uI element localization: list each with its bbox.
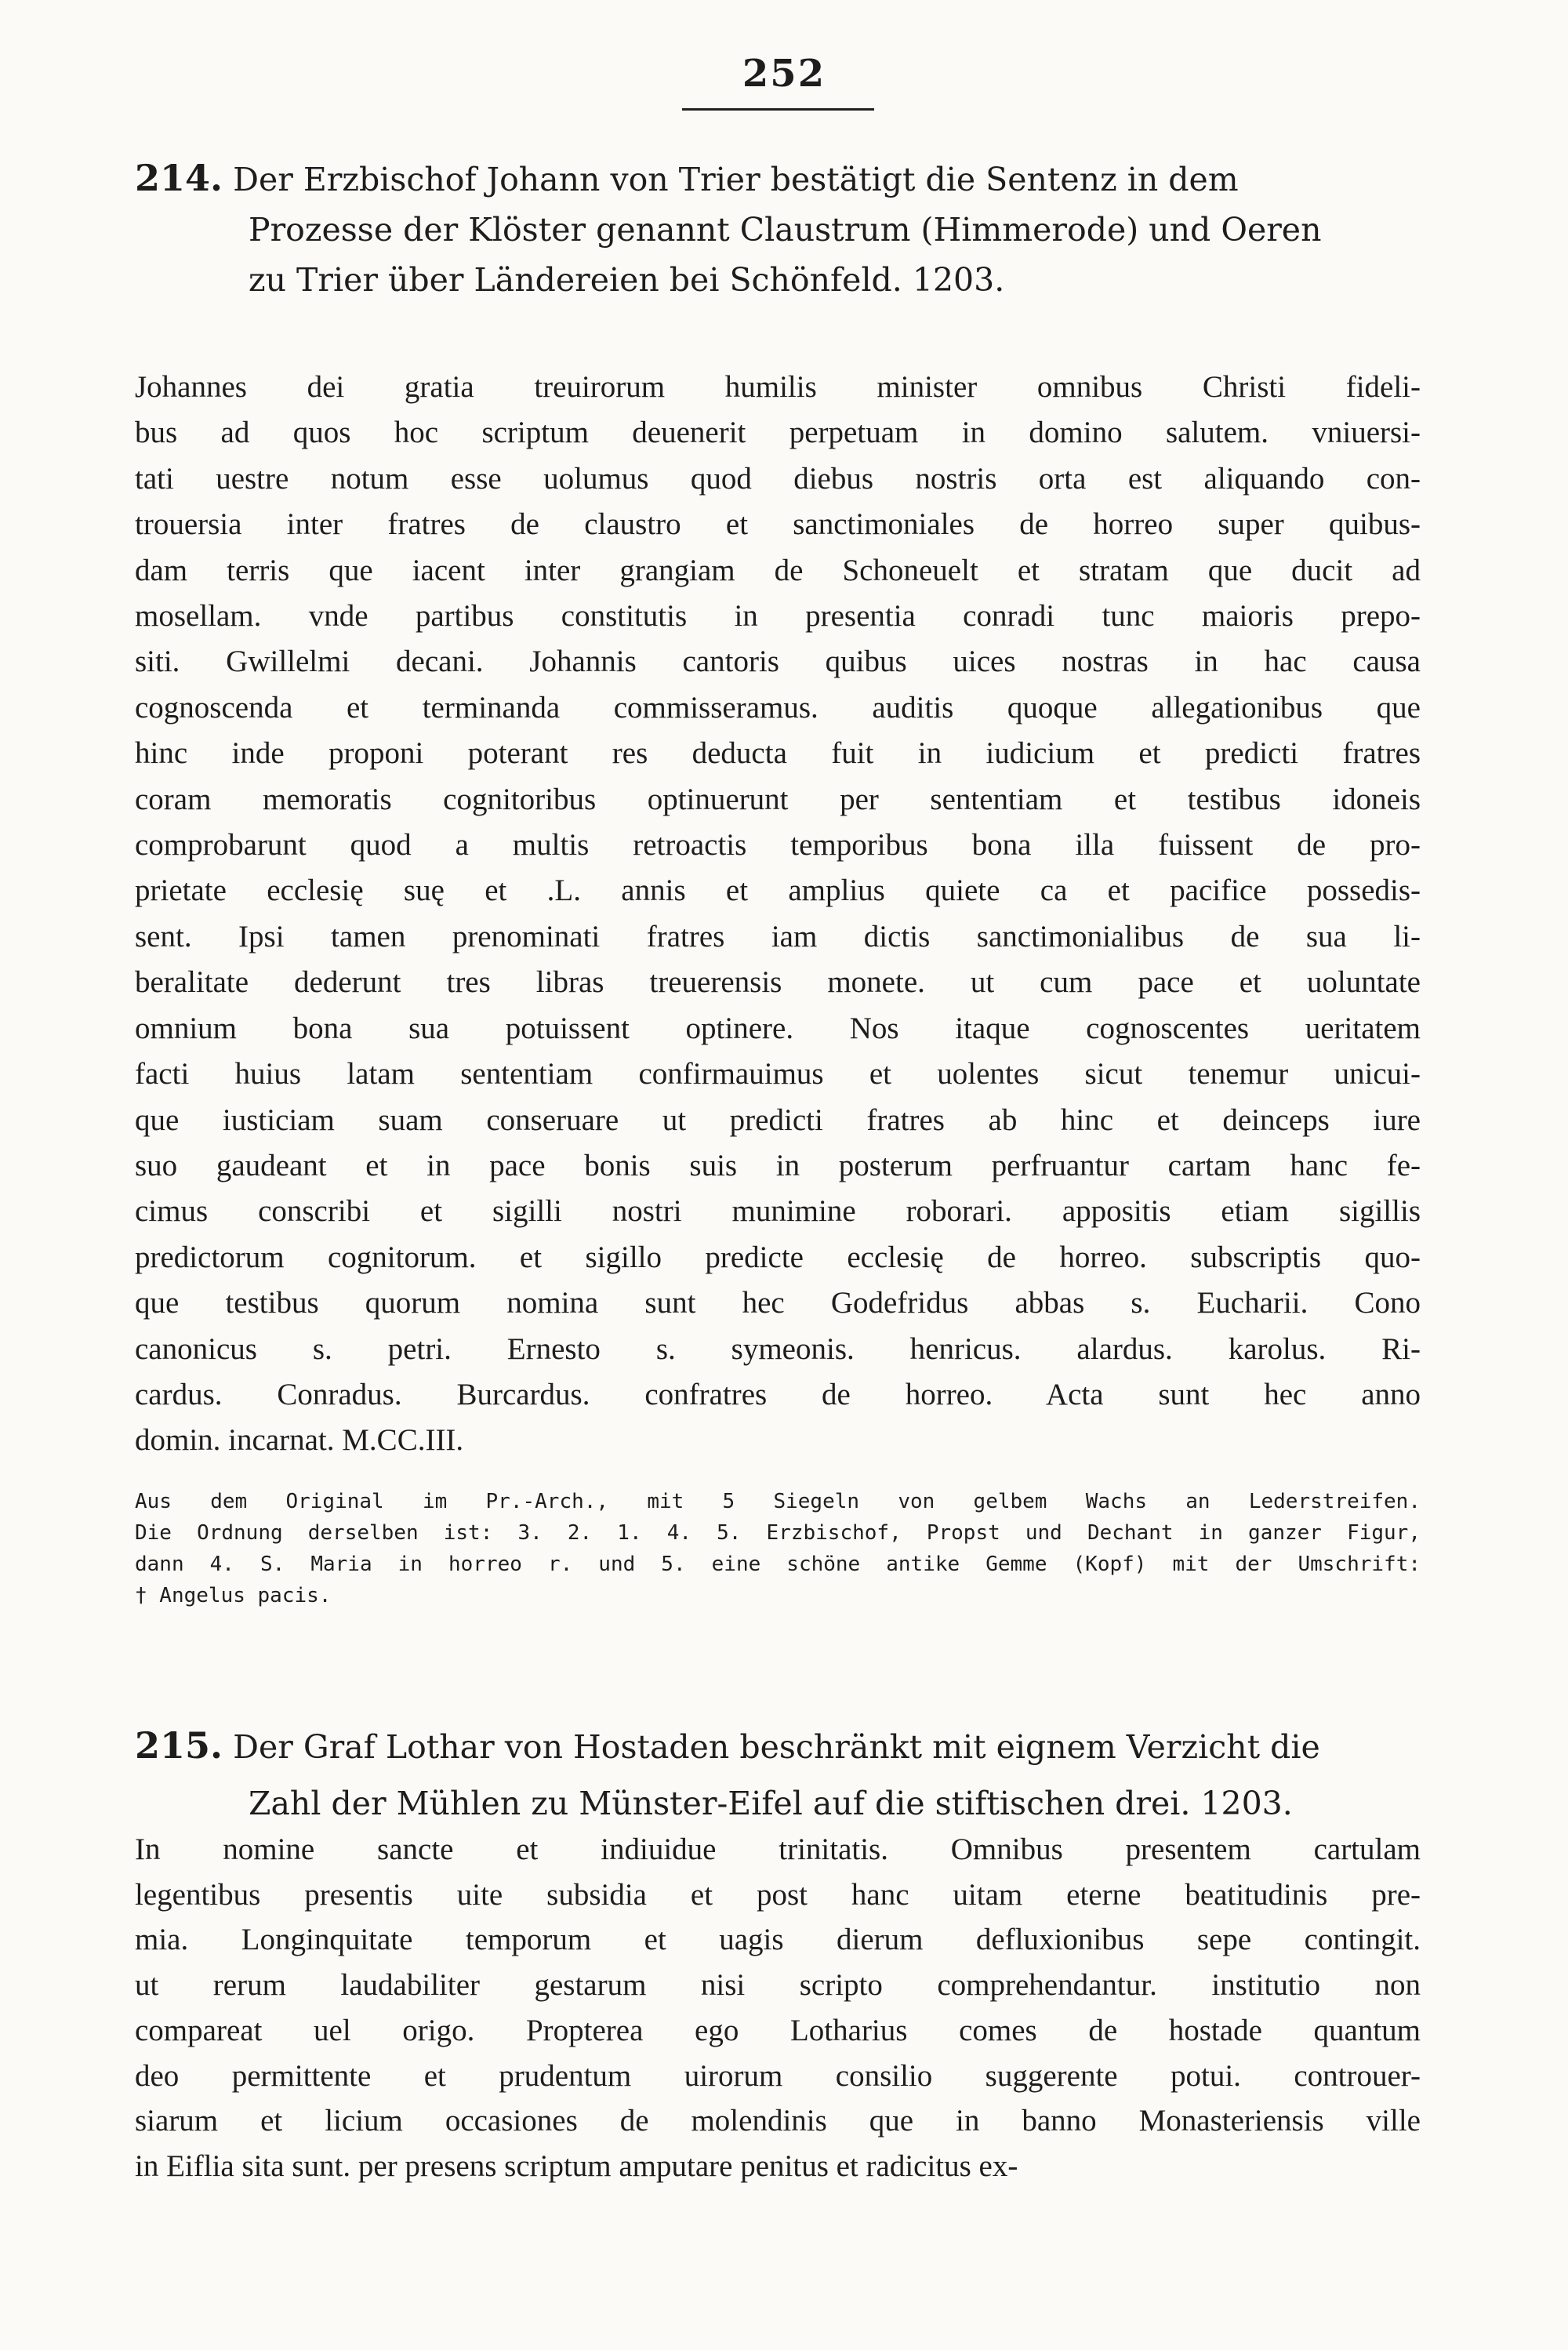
page-number-rule [682, 108, 874, 111]
text-line: ut rerum laudabiliter gestarum nisi scripto comprehendantur. institutio non [135, 1968, 1421, 2003]
text-line: beralitate dederunt tres libras treuerensis monete. ut cum pace et uoluntate [135, 965, 1421, 1000]
doc-215-body [135, 1827, 1421, 2189]
text-line: siti. Gwillelmi decani. Johannis cantoris quibus uices nostras in hac causa [135, 645, 1421, 679]
text-line: mia. Longinquitate temporum et uagis dierum defluxionibus sepe contingit. [135, 1923, 1421, 1957]
text-line: Johannes dei gratia treuirorum humilis minister omnibus Christi fideli- [135, 370, 1421, 404]
text-line: hinc inde proponi poterant res deducta fuit in iudicium et predicti fratres [135, 736, 1421, 771]
doc-214-heading-line-3: zu Trier über Ländereien bei Schönfeld. 1203. [249, 261, 1005, 299]
doc-215-heading-line-1: 215. Der Graf Lothar von Hostaden beschränkt mit eignem Verzicht die [135, 1724, 1320, 1767]
text-line: in Eiflia sita sunt. per presens scriptum amputare penitus et radicitus ex- [135, 2148, 1018, 2183]
doc-214-heading-line-2: Prozesse der Klöster genannt Claustrum (Himmerode) und Oeren [249, 211, 1322, 249]
note-line: dann 4. S. Maria in horreo r. und 5. eine schöne antike Gemme (Kopf) mit der Umschrift: [135, 1553, 1421, 1576]
doc-215-heading-line-2: Zahl der Mühlen zu Münster-Eifel auf die stiftischen drei. 1203. [249, 1785, 1293, 1822]
doc-214-heading-line-1: 214. Der Erzbischof Johann von Trier bestätigt die Sentenz in dem [135, 157, 1239, 199]
text-line: dam terris que iacent inter grangiam de Schoneuelt et stratam que ducit ad [135, 553, 1421, 587]
text-line: coram memoratis cognitoribus optinuerunt per sententiam et testibus idoneis [135, 782, 1421, 816]
note-line: Die Ordnung derselben ist: 3. 2. 1. 4. 5. Erzbischof, Propst und Dechant in ganzer Figur, [135, 1521, 1421, 1545]
text-line: legentibus presentis uite subsidia et post hanc uitam eterne beatitudinis pre- [135, 1877, 1421, 1912]
text-line: predictorum cognitorum. et sigillo predicte ecclesię de horreo. subscriptis quo- [135, 1240, 1421, 1274]
text-line: mosellam. vnde partibus constitutis in presentia conradi tunc maioris prepo- [135, 599, 1421, 634]
note-line: † Angelus pacis. [135, 1584, 332, 1607]
doc-214-body [135, 365, 1421, 1464]
text-line: omnium bona sua potuissent optinere. Nos itaque cognoscentes ueritatem [135, 1011, 1421, 1045]
text-line: sent. Ipsi tamen prenominati fratres iam dictis sanctimonialibus de sua li- [135, 919, 1421, 953]
text-line: suo gaudeant et in pace bonis suis in posterum perfruantur cartam hanc fe- [135, 1148, 1421, 1182]
text-line: que testibus quorum nomina sunt hec Godefridus abbas s. Eucharii. Cono [135, 1286, 1421, 1320]
text-line: cognoscenda et terminanda commisseramus. auditis quoque allegationibus que [135, 690, 1421, 725]
text-line: cimus conscribi et sigilli nostri munimine roborari. appositis etiam sigillis [135, 1194, 1421, 1229]
text-line: cardus. Conradus. Burcardus. confratres de horreo. Acta sunt hec anno [135, 1377, 1421, 1411]
doc-214-source-note [135, 1486, 1421, 1611]
doc-214-number: 214. [135, 157, 223, 199]
text-line: bus ad quos hoc scriptum deuenerit perpetuam in domino salutem. vniuersi- [135, 416, 1421, 450]
text-line: comprobarunt quod a multis retroactis temporibus bona illa fuissent de pro- [135, 828, 1421, 863]
page-number: 252 [742, 52, 826, 96]
text-line: deo permittente et prudentum uirorum consilio suggerente potui. controuer- [135, 2058, 1421, 2093]
doc-214-heading [135, 153, 1421, 305]
text-line: que iusticiam suam conseruare ut predicti fratres ab hinc et deinceps iure [135, 1102, 1421, 1137]
note-line: Aus dem Original im Pr.-Arch., mit 5 Siegeln von gelbem Wachs an Lederstreifen. [135, 1490, 1421, 1513]
text-line: canonicus s. petri. Ernesto s. symeonis. henricus. alardus. karolus. Ri- [135, 1331, 1421, 1366]
text-line: prietate ecclesię suę et .L. annis et amplius quiete ca et pacifice possedis- [135, 874, 1421, 908]
doc-215-number: 215. [135, 1724, 223, 1767]
text-line: In nomine sancte et indiuidue trinitatis. Omnibus presentem cartulam [135, 1832, 1421, 1866]
text-line: compareat uel origo. Propterea ego Lotharius comes de hostade quantum [135, 2013, 1421, 2047]
doc-215-heading [135, 1717, 1421, 1832]
text-line: siarum et licium occasiones de molendinis que in banno Monasteriensis ville [135, 2104, 1421, 2138]
text-line: domin. incarnat. M.CC.III. [135, 1423, 464, 1458]
text-line: facti huius latam sententiam confirmauimus et uolentes sicut tenemur unicui- [135, 1057, 1421, 1091]
text-line: tati uestre notum esse uolumus quod diebus nostris orta est aliquando con- [135, 461, 1421, 496]
text-line: trouersia inter fratres de claustro et sanctimoniales de horreo super quibus- [135, 507, 1421, 542]
